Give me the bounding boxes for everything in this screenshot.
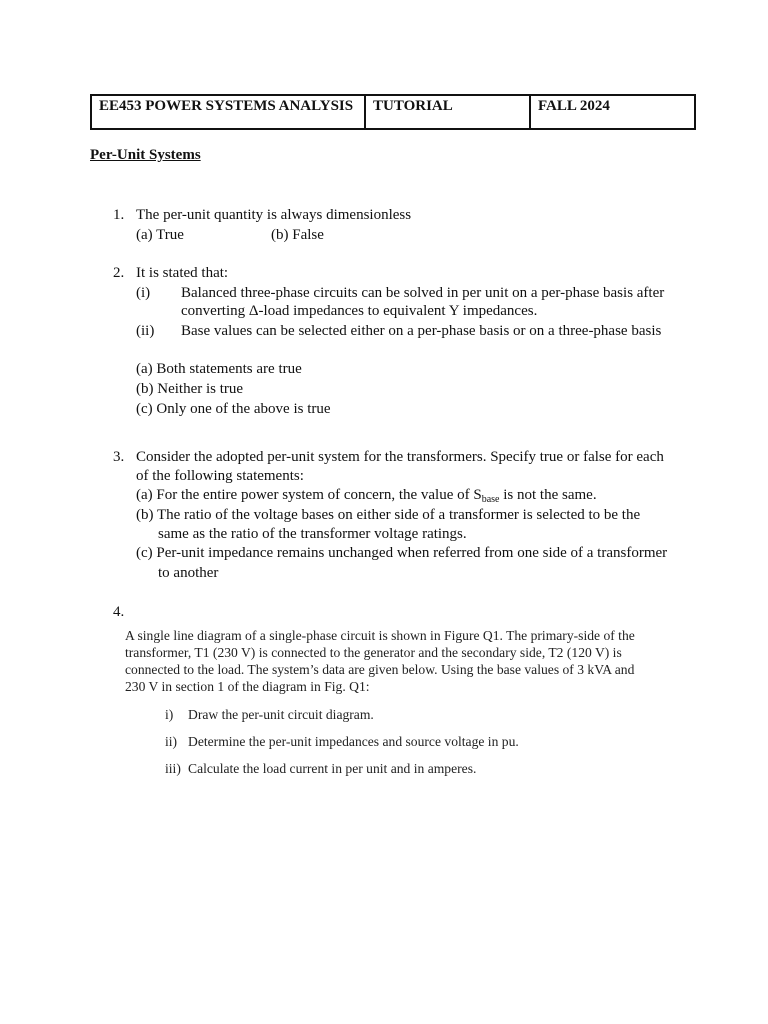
q3-statement-b-line1: (b) The ratio of the voltage bases on either side of a transformer is selected to be the: [136, 507, 641, 523]
q3-statement-a-pre: (a) For the entire power system of concern, the value of S: [136, 487, 482, 503]
q4-number: 4.: [113, 604, 125, 620]
q1-number: 1.: [113, 207, 125, 223]
q2-option-c: (c) Only one of the above is true: [136, 401, 331, 417]
q3-statement-a-subscript: base: [481, 494, 500, 505]
q4-task-iii-text: Calculate the load current in per unit and in amperes.: [188, 761, 477, 776]
header-table: [90, 94, 696, 130]
q2-statement-ii-line1: Base values can be selected either on a per-phase basis or on a three-phase basis: [181, 323, 662, 339]
q4-task-ii-label: ii): [165, 734, 178, 749]
section-title: Per-Unit Systems: [90, 147, 201, 163]
q4-task-i-text: Draw the per-unit circuit diagram.: [188, 707, 374, 722]
q3-statement-c-line1: (c) Per-unit impedance remains unchanged when referred from one side of a transformer: [136, 545, 668, 561]
header-term: FALL 2024: [538, 98, 610, 114]
q3-statement-c-line2: to another: [158, 565, 219, 581]
q2-number: 2.: [113, 265, 125, 281]
q1-option-b: (b) False: [271, 227, 324, 243]
q4-task-ii-text: Determine the per-unit impedances and source voltage in pu.: [188, 734, 519, 749]
q2-statement-i-line2: converting Δ-load impedances to equivalent Y impedances.: [181, 303, 538, 319]
q4-paragraph-line4: 230 V in section 1 of the diagram in Fig. Q1:: [125, 679, 370, 694]
q4-task-iii-label: iii): [165, 761, 181, 776]
q2-statement-i-label: (i): [136, 285, 151, 301]
q1-text: The per-unit quantity is always dimensionless: [136, 207, 412, 223]
q2-statement-i-line1: Balanced three-phase circuits can be solved in per unit on a per-phase basis after: [181, 285, 665, 301]
q3-statement-a-post: is not the same.: [499, 487, 597, 503]
header-type: TUTORIAL: [366, 96, 531, 128]
q3-statement-b-line2: same as the ratio of the transformer voltage ratings.: [158, 526, 467, 542]
q2-intro: It is stated that:: [136, 265, 229, 281]
q4-paragraph-line2: transformer, T1 (230 V) is connected to the generator and the secondary side, T2 (120 V) is: [125, 645, 622, 660]
q4-task-i-label: i): [165, 707, 174, 722]
q3-line2: of the following statements:: [136, 468, 304, 484]
q1-option-a: (a) True: [136, 227, 184, 243]
q4-paragraph-line1: A single line diagram of a single-phase circuit is shown in Figure Q1. The primary-side of the: [125, 628, 635, 643]
header-course: EE453 POWER SYSTEMS ANALYSIS: [92, 96, 366, 128]
q2-option-a: (a) Both statements are true: [136, 361, 302, 377]
q4-paragraph-line3: connected to the load. The system’s data are given below. Using the base values of 3 kVA and: [125, 662, 635, 677]
q2-option-b: (b) Neither is true: [136, 381, 244, 397]
q3-number: 3.: [113, 449, 125, 465]
q2-statement-ii-label: (ii): [136, 323, 155, 339]
q3-line1: Consider the adopted per-unit system for the transformers. Specify true or false for each: [136, 449, 664, 465]
